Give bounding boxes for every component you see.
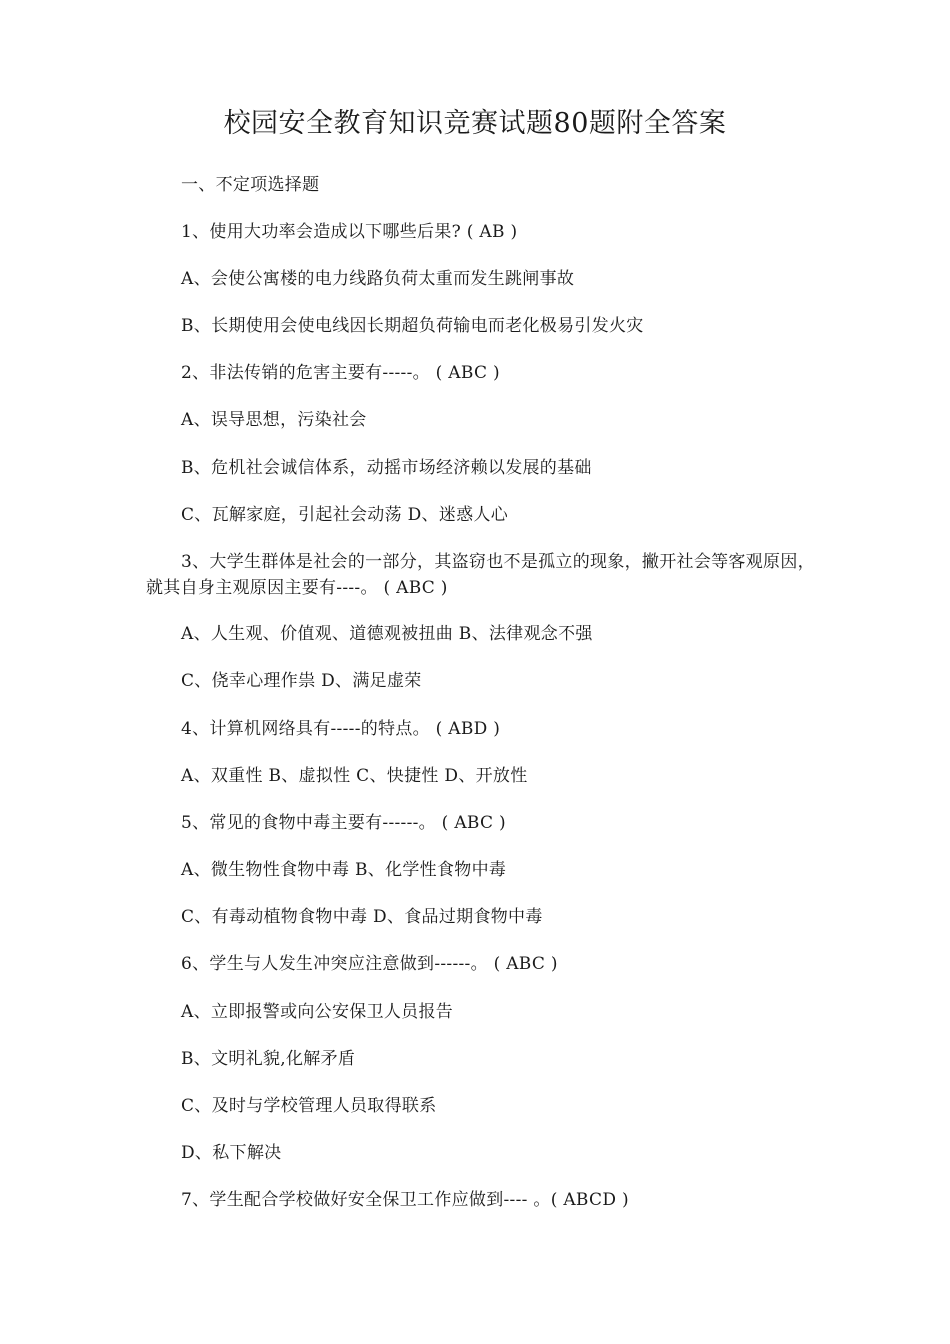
option-line: B、长期使用会使电线因长期超负荷输电而老化极易引发火灾 (181, 316, 644, 336)
option-line: C、有毒动植物食物中毒 D、食品过期食物中毒 (181, 907, 543, 927)
option-line: A、会使公寓楼的电力线路负荷太重而发生跳闸事故 (181, 269, 575, 289)
option-line: D、私下解决 (181, 1143, 282, 1163)
section-heading: 一、不定项选择题 (181, 175, 320, 195)
option-line: C、及时与学校管理人员取得联系 (181, 1096, 437, 1116)
option-line: A、立即报警或向公安保卫人员报告 (181, 1002, 454, 1022)
question-6: 6、学生与人发生冲突应注意做到------。 ( ABC ) (181, 954, 558, 974)
question-2: 2、非法传销的危害主要有-----。 ( ABC ) (181, 363, 500, 383)
option-line: C、侥幸心理作祟 D、满足虚荣 (181, 671, 422, 691)
option-line: B、危机社会诚信体系，动摇市场经济赖以发展的基础 (181, 458, 592, 478)
question-5: 5、常见的食物中毒主要有------。 ( ABC ) (181, 813, 506, 833)
option-line: C、瓦解家庭，引起社会动荡 D、迷惑人心 (181, 505, 509, 525)
option-line: A、微生物性食物中毒 B、化学性食物中毒 (181, 860, 507, 880)
question-7: 7、学生配合学校做好安全保卫工作应做到---- 。( ABCD ) (181, 1190, 629, 1210)
option-line: A、人生观、价值观、道德观被扭曲 B、法律观念不强 (181, 624, 593, 644)
question-3: 3、大学生群体是社会的一部分，其盗窃也不是孤立的现象，撇开社会等客观原因，就其自身主观原因主要有----。 ( ABC ) (146, 552, 815, 598)
question-4: 4、计算机网络具有-----的特点。 ( ABD ) (181, 719, 501, 739)
option-line: B、文明礼貌,化解矛盾 (181, 1049, 356, 1069)
option-line: A、双重性 B、虚拟性 C、快捷性 D、开放性 (181, 766, 528, 786)
option-line: A、误导思想，污染社会 (181, 410, 367, 430)
page-title: 校园安全教育知识竞赛试题80题附全答案 (223, 108, 727, 139)
question-1: 1、使用大功率会造成以下哪些后果? ( AB ) (181, 222, 518, 242)
